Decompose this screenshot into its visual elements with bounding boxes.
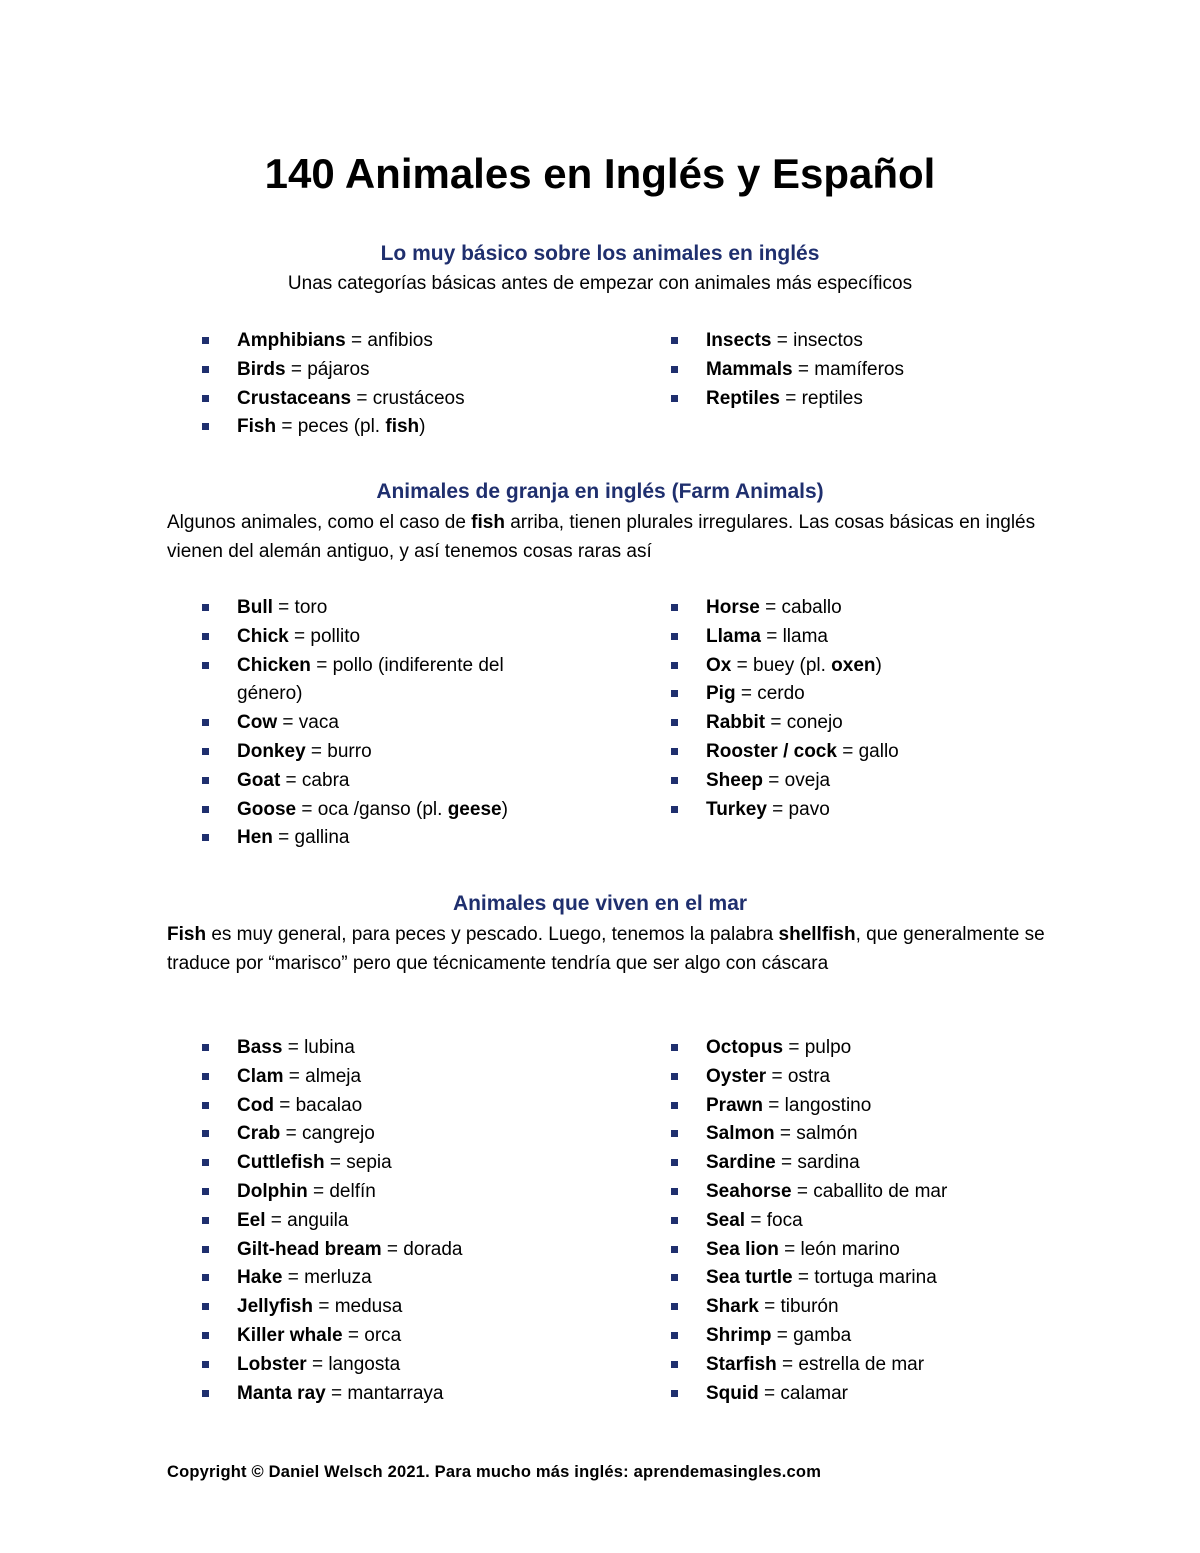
english-term: Manta ray bbox=[237, 1382, 326, 1404]
vocab-list-item bbox=[202, 1178, 547, 1207]
vocab-list-item bbox=[671, 1293, 1071, 1322]
english-term: Rabbit bbox=[706, 712, 766, 734]
english-term: Goose bbox=[237, 798, 297, 820]
spanish-translation: = crustáceos bbox=[351, 387, 465, 409]
spanish-translation: = burro bbox=[305, 740, 372, 762]
section-paragraph-sea bbox=[167, 920, 1047, 978]
section-subtitle-basics: Unas categorías básicas antes de empezar con animales más específicos bbox=[287, 273, 913, 294]
vocab-list-item bbox=[671, 327, 1071, 356]
english-term: Seal bbox=[706, 1209, 746, 1231]
vocab-list-item bbox=[202, 594, 547, 623]
vocab-list-item bbox=[671, 1178, 1071, 1207]
vocab-list-item bbox=[202, 1120, 547, 1149]
vocab-list-item bbox=[202, 623, 547, 652]
paragraph-bold-term: Fish bbox=[167, 924, 207, 945]
paragraph-bold-term: fish bbox=[471, 512, 505, 533]
vocab-list-item bbox=[202, 709, 547, 738]
english-term: Llama bbox=[706, 625, 761, 647]
english-term: geese bbox=[447, 798, 502, 820]
spanish-translation: = lubina bbox=[282, 1037, 355, 1058]
spanish-translation: ) bbox=[501, 798, 508, 820]
english-term: Turkey bbox=[706, 798, 767, 820]
spanish-translation: ) bbox=[875, 654, 882, 676]
spanish-translation: = pulpo bbox=[783, 1037, 852, 1058]
english-term: Rooster / cock bbox=[706, 740, 837, 762]
vocab-list-item bbox=[671, 738, 1071, 767]
spanish-translation: = gallo bbox=[836, 740, 899, 762]
farm-list-right bbox=[671, 594, 1071, 824]
spanish-translation: = mamíferos bbox=[792, 358, 905, 380]
english-term: fish bbox=[385, 416, 420, 438]
english-term: Dolphin bbox=[237, 1180, 308, 1202]
vocab-list-item bbox=[671, 1120, 1071, 1149]
spanish-translation: = medusa bbox=[313, 1296, 403, 1318]
spanish-translation: = calamar bbox=[758, 1382, 849, 1404]
vocab-list-item bbox=[671, 767, 1071, 796]
vocab-list-item bbox=[671, 594, 1071, 623]
english-term: Sardine bbox=[706, 1152, 776, 1174]
spanish-translation: = tortuga marina bbox=[792, 1267, 937, 1289]
english-term: Insects bbox=[706, 330, 772, 351]
english-term: Jellyfish bbox=[237, 1296, 314, 1318]
english-term: Shrimp bbox=[706, 1324, 772, 1346]
copyright-footer: Copyright © Daniel Welsch 2021. Para mucho más inglés: aprendemasingles.com bbox=[167, 1463, 822, 1481]
vocab-list-item bbox=[671, 1063, 1071, 1092]
english-term: Amphibians bbox=[237, 330, 346, 351]
section-paragraph-farm bbox=[167, 508, 1047, 566]
english-term: Killer whale bbox=[237, 1324, 343, 1346]
spanish-translation: = reptiles bbox=[779, 387, 863, 409]
spanish-translation: = pollo (indiferente del género) bbox=[237, 654, 504, 705]
vocab-list-item bbox=[202, 1063, 547, 1092]
english-term: Sea lion bbox=[706, 1238, 779, 1260]
basics-list-right bbox=[671, 327, 1071, 413]
vocab-list-item bbox=[671, 652, 1071, 681]
english-term: Crab bbox=[237, 1123, 281, 1145]
spanish-translation: = sepia bbox=[324, 1152, 392, 1174]
spanish-translation: = orca bbox=[342, 1324, 402, 1346]
vocab-list-item bbox=[202, 1351, 547, 1380]
english-term: Ox bbox=[706, 654, 732, 676]
english-term: Hake bbox=[237, 1267, 283, 1289]
vocab-list-item bbox=[671, 356, 1071, 385]
sea-list-right bbox=[671, 1034, 1071, 1408]
vocab-list-item bbox=[671, 1207, 1071, 1236]
vocab-list-item bbox=[202, 1034, 547, 1063]
vocab-list-item bbox=[671, 385, 1071, 414]
spanish-translation: = dorada bbox=[381, 1238, 463, 1260]
english-term: Eel bbox=[237, 1209, 266, 1231]
vocab-list-item bbox=[671, 796, 1071, 825]
spanish-translation: = merluza bbox=[282, 1267, 372, 1289]
english-term: Shark bbox=[706, 1296, 759, 1318]
english-term: Squid bbox=[706, 1382, 759, 1404]
vocab-list-item bbox=[202, 1207, 547, 1236]
paragraph-text: es muy general, para peces y pescado. Luego, tenemos la palabra bbox=[206, 924, 779, 945]
spanish-translation: = almeja bbox=[283, 1065, 362, 1087]
english-term: Octopus bbox=[706, 1037, 784, 1058]
vocab-list-item bbox=[202, 356, 547, 385]
english-term: oxen bbox=[831, 654, 876, 676]
vocab-list-item bbox=[202, 767, 547, 796]
spanish-translation: = gamba bbox=[771, 1324, 852, 1346]
spanish-translation: = anfibios bbox=[345, 330, 433, 351]
spanish-translation: = foca bbox=[745, 1209, 803, 1231]
vocab-list-item bbox=[202, 385, 547, 414]
spanish-translation: = langosta bbox=[306, 1353, 401, 1375]
spanish-translation: = anguila bbox=[265, 1209, 349, 1231]
spanish-translation: = pavo bbox=[766, 798, 830, 820]
paragraph-text: arriba, tienen plurales irregulares. Las cosas básicas en inglés vienen del alemán antiguo, y así tenemos cosas raras así bbox=[167, 512, 1036, 562]
spanish-translation: = estrella de mar bbox=[776, 1353, 925, 1375]
english-term: Horse bbox=[706, 597, 760, 618]
english-term: Birds bbox=[237, 358, 286, 380]
vocab-list-item bbox=[202, 1293, 547, 1322]
vocab-list-item bbox=[671, 1351, 1071, 1380]
english-term: Cod bbox=[237, 1094, 274, 1116]
spanish-translation: = cangrejo bbox=[280, 1123, 375, 1145]
spanish-translation: = caballito de mar bbox=[791, 1180, 948, 1202]
english-term: Chick bbox=[237, 625, 289, 647]
english-term: Pig bbox=[706, 683, 736, 705]
spanish-translation: = tiburón bbox=[758, 1296, 839, 1318]
spanish-translation: = pájaros bbox=[285, 358, 370, 380]
vocab-list-item bbox=[202, 652, 547, 710]
vocab-list-item bbox=[671, 1380, 1071, 1409]
vocab-list-item bbox=[202, 1380, 547, 1409]
spanish-translation: = salmón bbox=[774, 1123, 858, 1145]
spanish-translation: = toro bbox=[272, 597, 328, 618]
english-term: Oyster bbox=[706, 1065, 767, 1087]
english-term: Seahorse bbox=[706, 1180, 792, 1202]
spanish-translation: = ostra bbox=[766, 1065, 831, 1087]
section-heading-basics: Lo muy básico sobre los animales en inglés bbox=[380, 242, 820, 265]
spanish-translation: = cerdo bbox=[735, 683, 805, 705]
vocab-list-item bbox=[202, 327, 547, 356]
vocab-list-item bbox=[671, 1322, 1071, 1351]
spanish-translation: = conejo bbox=[765, 712, 843, 734]
vocab-list-item bbox=[202, 1092, 547, 1121]
english-term: Donkey bbox=[237, 740, 306, 762]
spanish-translation: = bacalao bbox=[273, 1094, 363, 1116]
spanish-translation: = oca /ganso (pl. bbox=[296, 798, 448, 820]
spanish-translation: = león marino bbox=[778, 1238, 900, 1260]
english-term: Gilt-head bream bbox=[237, 1238, 382, 1260]
english-term: Sea turtle bbox=[706, 1267, 793, 1289]
spanish-translation: = llama bbox=[760, 625, 828, 647]
vocab-list-item bbox=[671, 1149, 1071, 1178]
english-term: Cuttlefish bbox=[237, 1152, 325, 1174]
spanish-translation: = cabra bbox=[280, 769, 350, 791]
english-term: Chicken bbox=[237, 654, 311, 676]
vocab-list-item bbox=[671, 1092, 1071, 1121]
paragraph-text: Algunos animales, como el caso de bbox=[167, 512, 472, 533]
vocab-list-item bbox=[671, 623, 1071, 652]
vocab-list-item bbox=[202, 796, 547, 825]
vocab-list-item bbox=[671, 1236, 1071, 1265]
vocab-list-item bbox=[202, 1264, 547, 1293]
basics-list-left bbox=[202, 327, 547, 442]
spanish-translation: ) bbox=[419, 416, 426, 438]
spanish-translation: = buey (pl. bbox=[731, 654, 832, 676]
spanish-translation: = caballo bbox=[759, 597, 842, 618]
spanish-translation: = pollito bbox=[288, 625, 361, 647]
vocab-list-item bbox=[202, 413, 547, 442]
paragraph-bold-term: shellfish bbox=[778, 924, 856, 945]
sea-list-left bbox=[202, 1034, 547, 1408]
english-term: Clam bbox=[237, 1065, 284, 1087]
vocab-list-item bbox=[671, 709, 1071, 738]
vocab-list-item bbox=[671, 1264, 1071, 1293]
spanish-translation: = peces (pl. bbox=[276, 416, 386, 438]
spanish-translation: = delfín bbox=[307, 1180, 376, 1202]
vocab-list-item bbox=[202, 1322, 547, 1351]
section-heading-sea: Animales que viven en el mar bbox=[452, 892, 748, 915]
spanish-translation: = gallina bbox=[272, 827, 350, 849]
spanish-translation: = sardina bbox=[775, 1152, 860, 1174]
english-term: Bass bbox=[237, 1037, 283, 1058]
english-term: Salmon bbox=[706, 1123, 775, 1145]
vocab-list-item bbox=[671, 1034, 1071, 1063]
english-term: Fish bbox=[237, 416, 277, 438]
spanish-translation: = insectos bbox=[771, 330, 863, 351]
english-term: Goat bbox=[237, 769, 281, 791]
vocab-list-item bbox=[202, 1149, 547, 1178]
spanish-translation: = langostino bbox=[763, 1094, 872, 1116]
english-term: Hen bbox=[237, 827, 273, 849]
spanish-translation: = oveja bbox=[763, 769, 831, 791]
paragraph-text: , que generalmente se traduce por “marisco” pero que técnicamente tendría que ser algo con cáscara bbox=[167, 924, 1045, 974]
english-term: Cow bbox=[237, 712, 278, 734]
english-term: Lobster bbox=[237, 1353, 307, 1375]
english-term: Crustaceans bbox=[237, 387, 352, 409]
vocab-list-item bbox=[202, 824, 547, 853]
vocab-list-item bbox=[671, 680, 1071, 709]
english-term: Bull bbox=[237, 597, 273, 618]
farm-list-left bbox=[202, 594, 547, 853]
spanish-translation: = mantarraya bbox=[325, 1382, 444, 1404]
page-title: 140 Animales en Inglés y Español bbox=[264, 150, 936, 197]
english-term: Prawn bbox=[706, 1094, 764, 1116]
section-heading-farm: Animales de granja en inglés (Farm Animals) bbox=[376, 480, 824, 503]
vocab-list-item bbox=[202, 1236, 547, 1265]
english-term: Mammals bbox=[706, 358, 793, 380]
vocab-list-item bbox=[202, 738, 547, 767]
english-term: Starfish bbox=[706, 1353, 777, 1375]
english-term: Sheep bbox=[706, 769, 764, 791]
spanish-translation: = vaca bbox=[277, 712, 339, 734]
english-term: Reptiles bbox=[706, 387, 780, 409]
